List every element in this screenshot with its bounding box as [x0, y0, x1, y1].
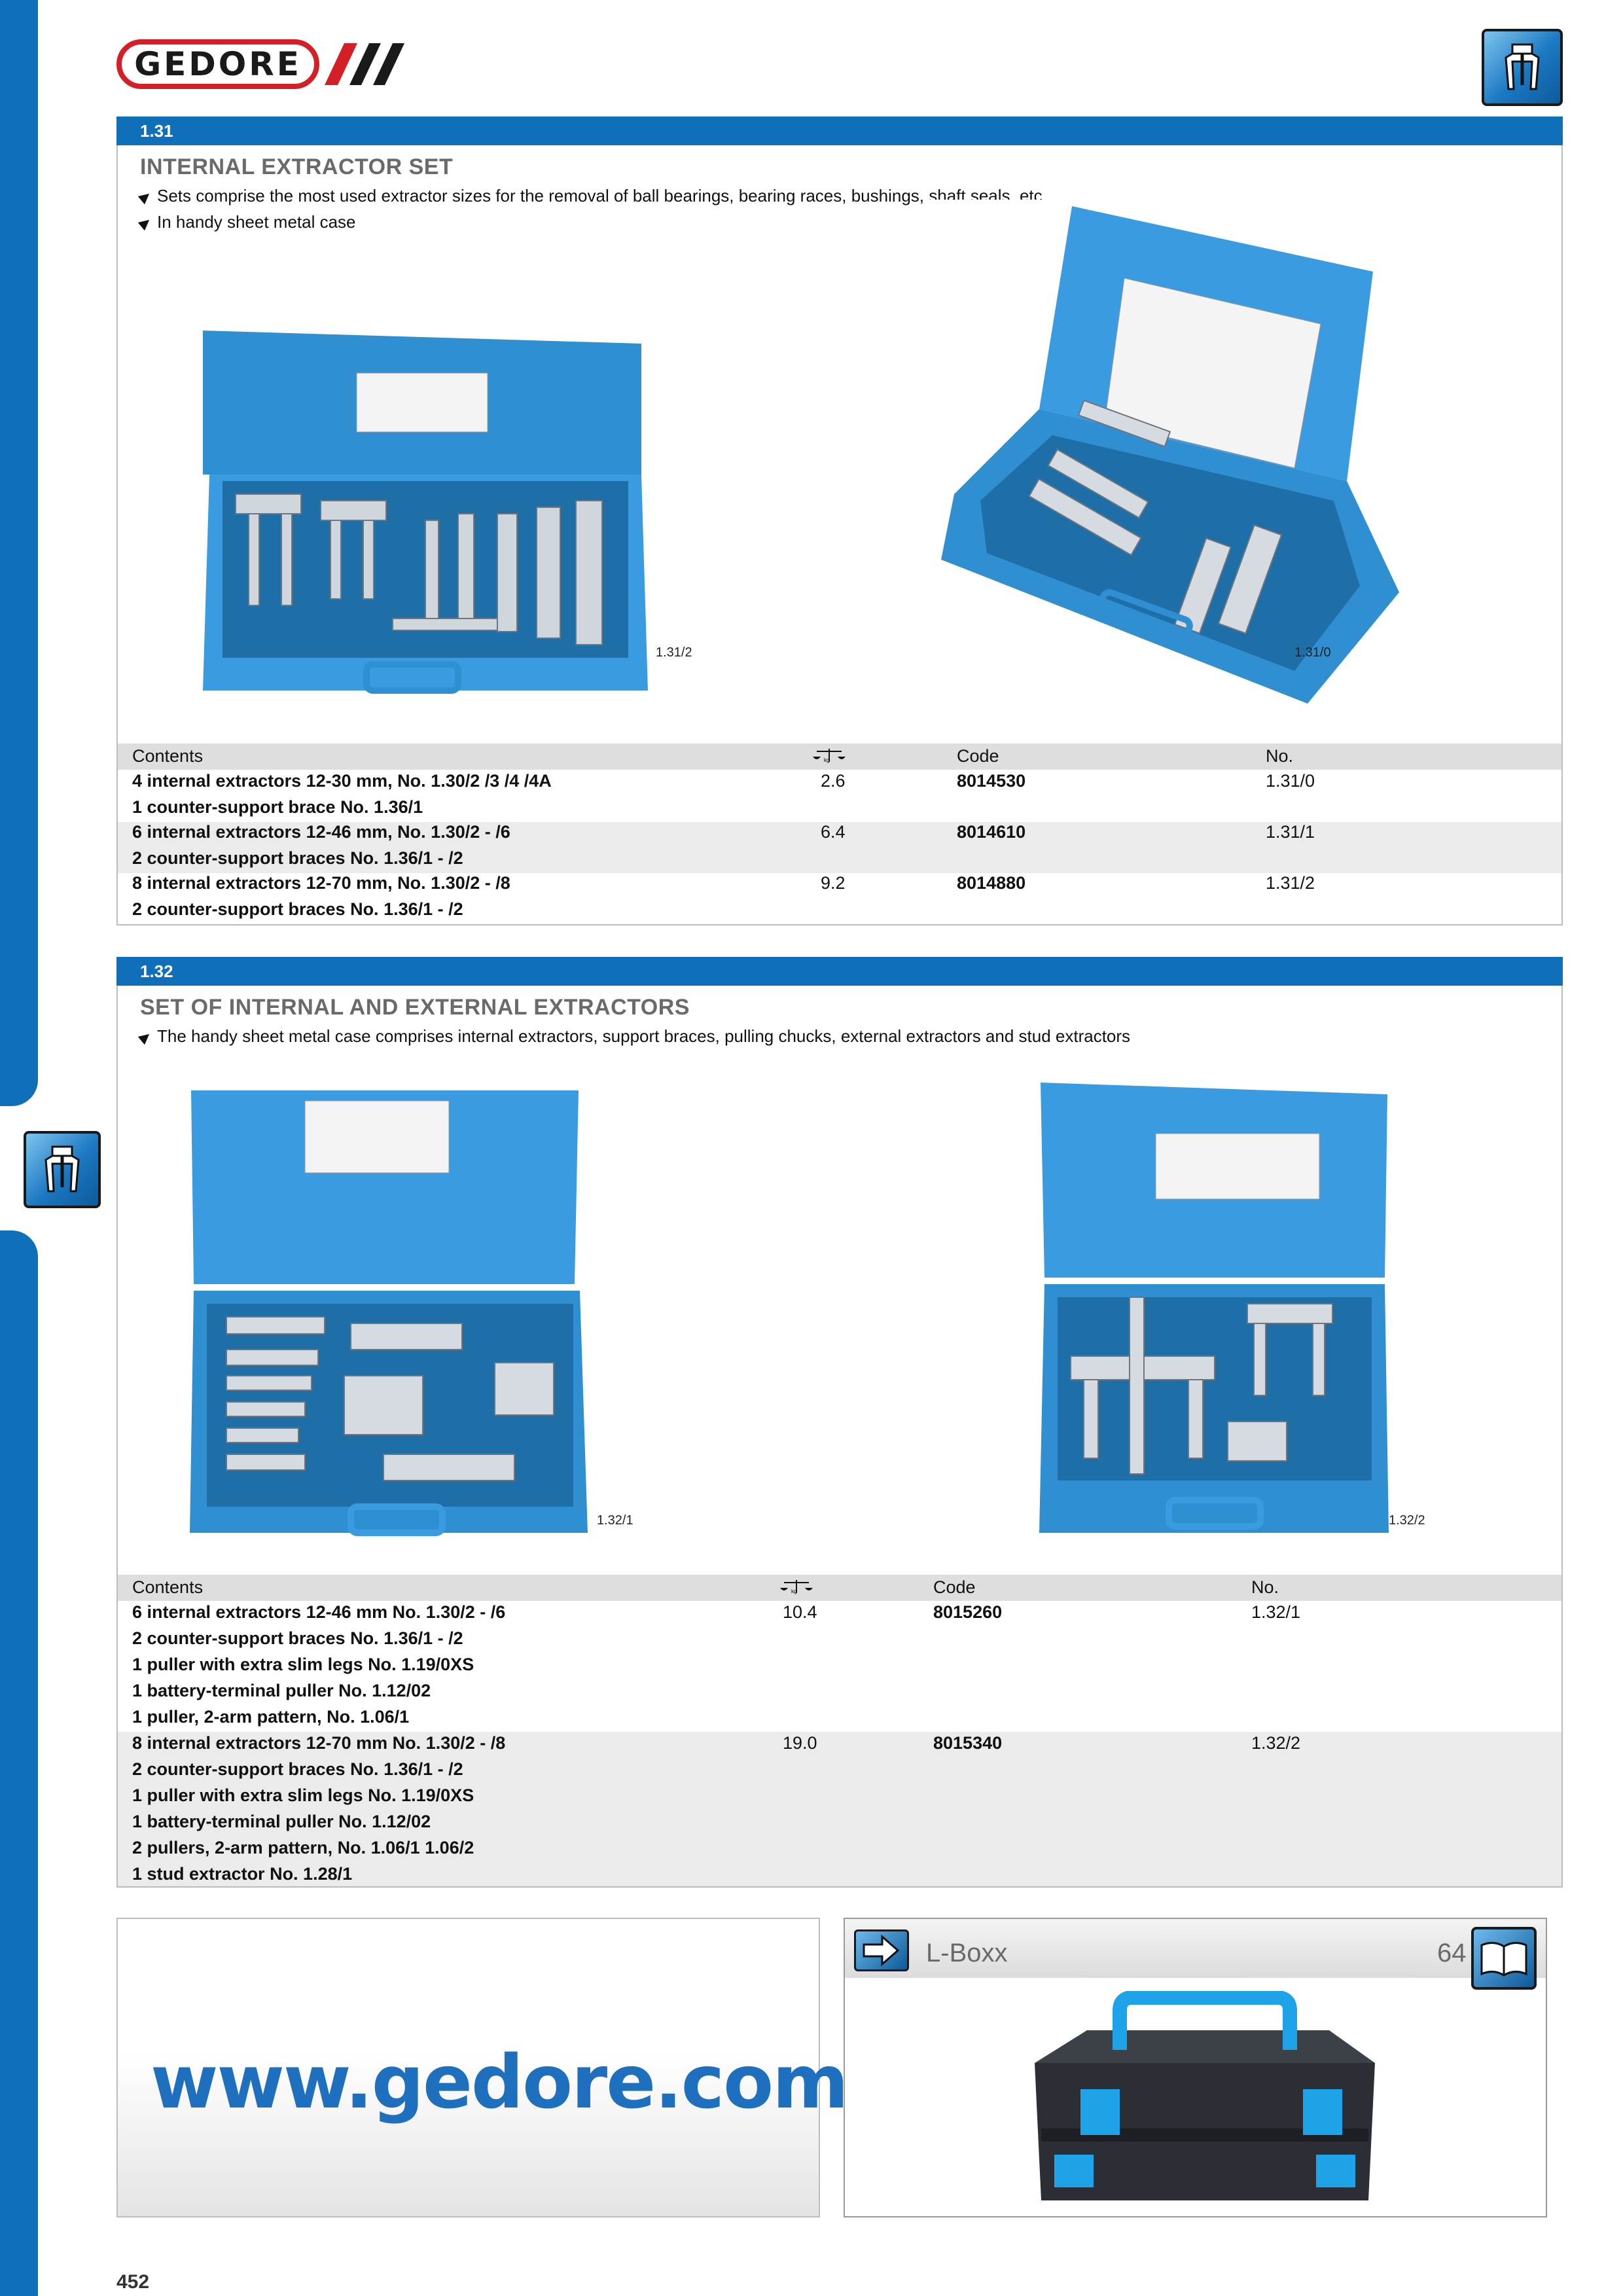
- svg-text:kg: kg: [791, 1588, 797, 1594]
- feature-bullet: The handy sheet metal case comprises internal extractors, support braces, pulling chucks, external extractors and stud extractors: [140, 1026, 1130, 1047]
- row-contents-line: 2 counter-support braces No. 1.36/1 - /2: [132, 899, 463, 919]
- bullet-arrow-icon: [138, 216, 153, 231]
- row-contents-line: 1 battery-terminal puller No. 1.12/02: [132, 1812, 431, 1831]
- row-contents-line: 1 puller with extra slim legs No. 1.19/0XS: [132, 1785, 474, 1805]
- website-banner[interactable]: [116, 1918, 847, 2217]
- column-header-contents: Contents: [132, 1577, 204, 1597]
- row-contents-line: 1 counter-support brace No. 1.36/1: [132, 797, 423, 817]
- section-number-bar: 1.31: [116, 117, 1563, 145]
- website-url[interactable]: www.gedore.com: [151, 2040, 847, 2125]
- row-contents-line: 2 counter-support braces No. 1.36/1 - /2: [132, 1759, 463, 1779]
- column-header-no: No.: [1266, 746, 1294, 766]
- product-photo-extractor-set-open: [928, 200, 1399, 710]
- column-header-no: No.: [1251, 1577, 1279, 1597]
- chapter-side-tab-lower: [0, 1230, 38, 2296]
- row-code: 8014610: [957, 822, 1026, 842]
- row-code: 8015340: [933, 1733, 1003, 1753]
- image-label: 1.31/0: [1294, 645, 1331, 660]
- product-photo-extractor-set-closed: [196, 324, 654, 707]
- row-contents-line: 2 counter-support braces No. 1.36/1 - /2: [132, 1628, 463, 1648]
- row-contents-line: 4 internal extractors 12-30 mm, No. 1.30/2 /3 /4 /4A: [132, 771, 552, 791]
- puller-category-icon[interactable]: [24, 1131, 101, 1208]
- row-contents-line: 8 internal extractors 12-70 mm No. 1.30/2 - /8: [132, 1733, 506, 1753]
- feature-bullet: In handy sheet metal case: [140, 212, 356, 232]
- page-number: 452: [116, 2271, 150, 2293]
- image-label: 1.32/2: [1389, 1513, 1425, 1528]
- row-weight: 19.0: [783, 1733, 817, 1753]
- image-label: 1.32/1: [597, 1513, 633, 1528]
- row-contents-line: 8 internal extractors 12-70 mm, No. 1.30/2 - /8: [132, 873, 510, 893]
- row-code: 8014530: [957, 771, 1026, 791]
- section-title: INTERNAL EXTRACTOR SET: [140, 154, 454, 179]
- row-contents-line: 2 pullers, 2-arm pattern, No. 1.06/1 1.06/2: [132, 1838, 474, 1857]
- row-no: 1.32/1: [1251, 1602, 1301, 1622]
- catalog-book-icon[interactable]: [1471, 1927, 1537, 1990]
- logo-stripes-icon: [325, 43, 410, 85]
- row-no: 1.31/1: [1266, 822, 1315, 842]
- row-no: 1.31/2: [1266, 873, 1315, 893]
- svg-text:kg: kg: [824, 757, 830, 763]
- table-row-stripe: [118, 1732, 1561, 1886]
- column-header-code: Code: [957, 746, 999, 766]
- row-no: 1.32/2: [1251, 1733, 1301, 1753]
- row-contents-line: 6 internal extractors 12-46 mm No. 1.30/2 - /6: [132, 1602, 506, 1622]
- row-contents-line: 1 puller with extra slim legs No. 1.19/0XS: [132, 1655, 474, 1674]
- section-number-bar: 1.32: [116, 957, 1563, 986]
- section-title: SET OF INTERNAL AND EXTERNAL EXTRACTORS: [140, 995, 690, 1020]
- row-weight: 10.4: [783, 1602, 817, 1622]
- weight-kg-icon: [813, 747, 846, 766]
- lboxx-page-ref[interactable]: 64: [1437, 1939, 1467, 1967]
- chapter-side-tab: [0, 0, 38, 1106]
- column-header-contents: Contents: [132, 746, 204, 766]
- row-contents-line: 1 puller, 2-arm pattern, No. 1.06/1: [132, 1707, 410, 1727]
- row-code: 8014880: [957, 873, 1026, 893]
- row-contents-line: 1 stud extractor No. 1.28/1: [132, 1864, 353, 1884]
- row-contents-line: 1 battery-terminal puller No. 1.12/02: [132, 1681, 431, 1700]
- weight-kg-icon: [780, 1579, 813, 1597]
- product-photo-extractor-combo-set-1: [187, 1088, 593, 1539]
- puller-category-icon-header[interactable]: [1482, 29, 1563, 106]
- row-weight: 6.4: [821, 822, 846, 842]
- gedore-logo: GEDORE: [116, 39, 319, 89]
- feature-bullet: Sets comprise the most used extractor sizes for the removal of ball bearings, bearing races, bushings, shaft seals, etc.: [140, 186, 1047, 206]
- bullet-arrow-icon: [138, 190, 153, 205]
- lboxx-case-photo: [1022, 1991, 1388, 2214]
- image-label: 1.31/2: [656, 645, 692, 660]
- arrow-right-icon[interactable]: [854, 1929, 909, 1971]
- row-weight: 9.2: [821, 873, 846, 893]
- table-header: [118, 1575, 1561, 1601]
- product-photo-extractor-combo-set-2: [1038, 1081, 1391, 1533]
- row-contents-line: 2 counter-support braces No. 1.36/1 - /2: [132, 848, 463, 868]
- row-code: 8015260: [933, 1602, 1003, 1622]
- row-contents-line: 6 internal extractors 12-46 mm, No. 1.30/2 - /6: [132, 822, 510, 842]
- row-no: 1.31/0: [1266, 771, 1315, 791]
- column-header-code: Code: [933, 1577, 976, 1597]
- row-weight: 2.6: [821, 771, 846, 791]
- lboxx-label[interactable]: L-Boxx: [926, 1939, 1008, 1967]
- lboxx-reference-box[interactable]: [844, 1918, 1547, 2217]
- bullet-arrow-icon: [138, 1030, 153, 1045]
